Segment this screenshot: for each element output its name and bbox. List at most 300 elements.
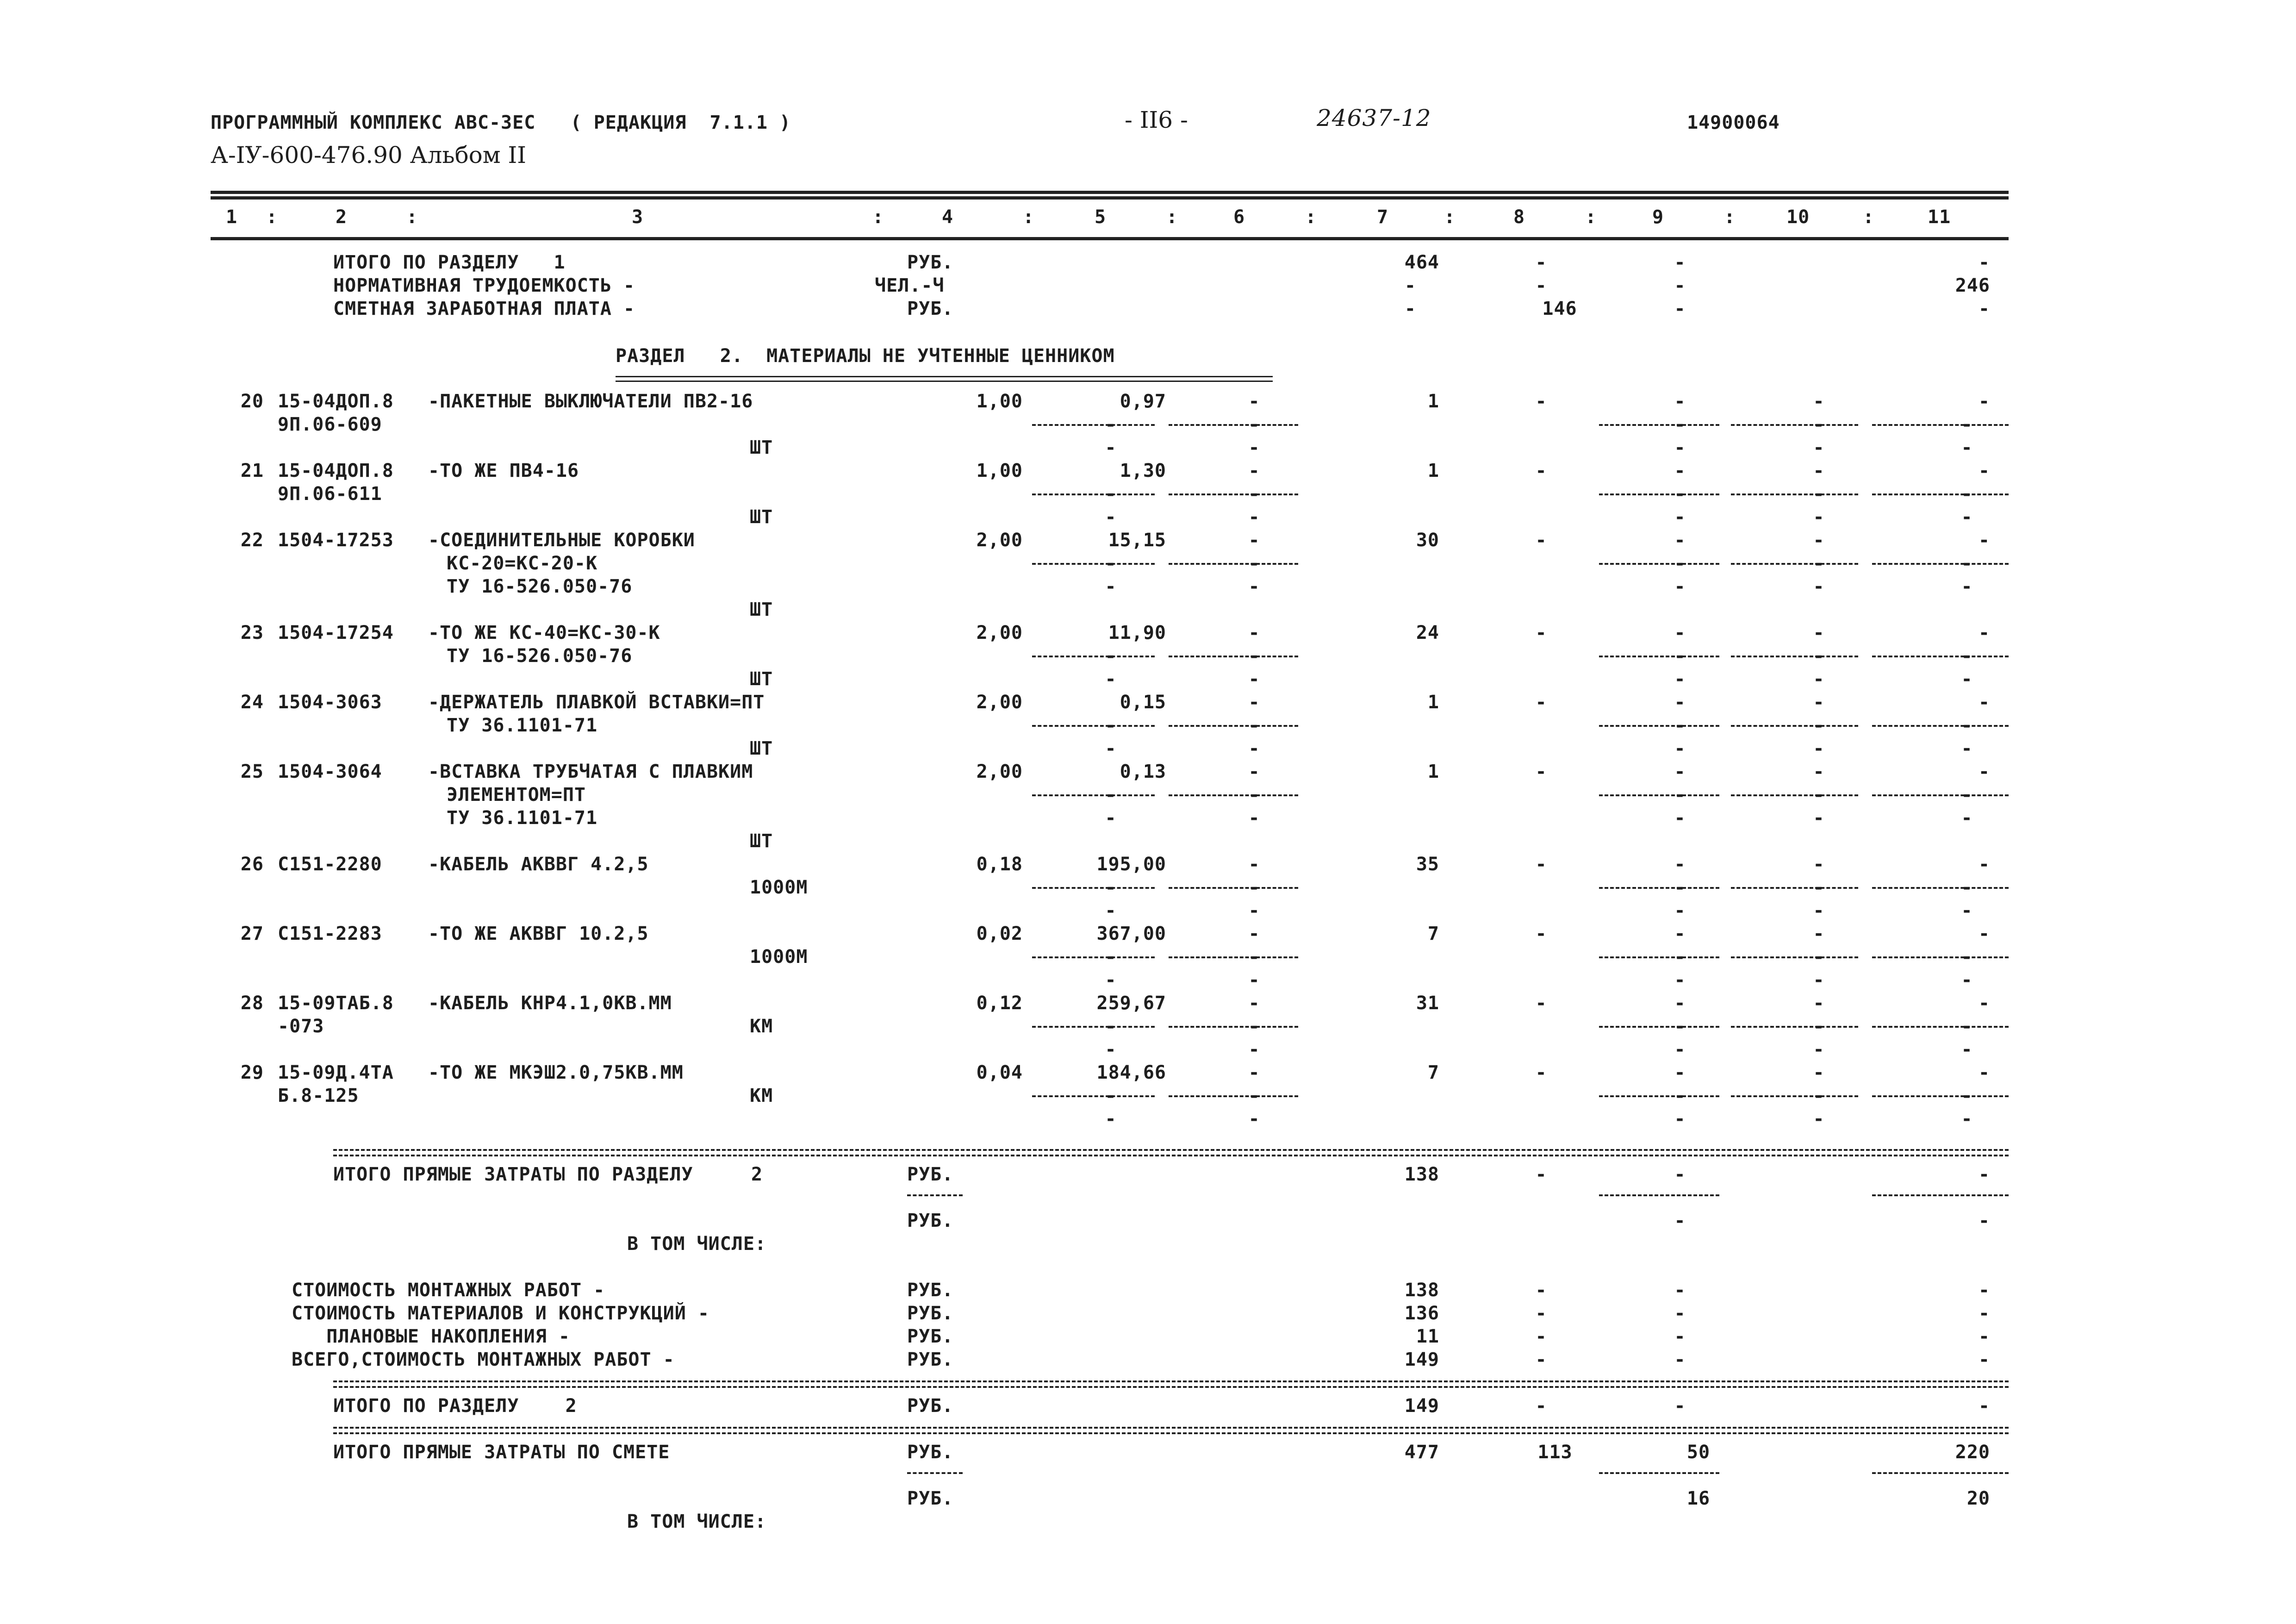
row-c6-dash: - — [1248, 946, 1260, 968]
divider — [907, 1194, 963, 1196]
row-c11-dash: - — [1961, 1108, 1973, 1130]
row-code-2: -073 — [278, 1016, 324, 1037]
row-name-3: ТУ 36.1101-71 — [447, 807, 598, 829]
row-c10-dash: - — [1813, 645, 1825, 667]
row-c8: - — [1535, 622, 1547, 643]
row-c8: - — [1535, 460, 1547, 481]
album-title: А-IУ-600-476.90 Альбом II — [211, 142, 527, 169]
row-c9-dash: - — [1674, 946, 1686, 968]
row-quantity: 1,00 — [976, 391, 1023, 412]
row-c6: - — [1248, 692, 1260, 713]
divider — [333, 1380, 2009, 1382]
row-name: -ДЕРЖАТЕЛЬ ПЛАВКОЙ ВСТАВКИ=ПТ — [428, 692, 765, 713]
row-unit: РУБ. — [907, 1210, 954, 1231]
row-c5-dash: - — [1105, 1039, 1117, 1060]
including-label: В ТОМ ЧИСЛЕ: — [627, 1511, 766, 1532]
divider — [1599, 1472, 1719, 1474]
row-quantity: 2,00 — [976, 692, 1023, 713]
row-quantity: 1,00 — [976, 460, 1023, 481]
row-label: СТОИМОСТЬ МОНТАЖНЫХ РАБОТ - — [292, 1280, 605, 1301]
row-c11: - — [1978, 622, 1990, 643]
row-c9: - — [1674, 391, 1686, 412]
row-label: СМЕТНАЯ ЗАРАБОТНАЯ ПЛАТА - — [333, 298, 635, 319]
row-c10: - — [1813, 1062, 1825, 1083]
row-name: -КАБЕЛЬ КНР4.1,0КВ.ММ — [428, 993, 672, 1014]
row-number: 29 — [240, 1062, 264, 1083]
row-c11: - — [1978, 460, 1990, 481]
row-c6: - — [1248, 530, 1260, 551]
row-name-2: ЭЛЕМЕНТОМ=ПТ — [447, 784, 586, 806]
row-c9: - — [1674, 854, 1686, 875]
row-c11: - — [1978, 993, 1990, 1014]
row-c10-dash: - — [1813, 437, 1825, 458]
row-c5-dash: - — [1105, 414, 1117, 435]
row-c5-dash: - — [1105, 437, 1117, 458]
row-unit: 1000М — [750, 877, 808, 898]
divider — [333, 1386, 2009, 1388]
row-unit: КМ — [750, 1016, 773, 1037]
row-unit: ШТ — [750, 437, 773, 458]
row-price: 0,13 — [1120, 761, 1166, 782]
row-c11: - — [1978, 391, 1990, 412]
row-unit: РУБ. — [907, 1164, 954, 1185]
row-c10-dash: - — [1813, 506, 1825, 528]
header-rule-top2 — [211, 196, 2009, 200]
row-c11-dash: - — [1961, 437, 1973, 458]
row-number: 20 — [240, 391, 264, 412]
row-c6-dash: - — [1248, 1108, 1260, 1130]
row-c7: 11 — [1416, 1326, 1439, 1347]
row-c8: - — [1535, 1349, 1547, 1370]
row-name: -КАБЕЛЬ АКВВГ 4.2,5 — [428, 854, 649, 875]
row-c9-dash: - — [1674, 414, 1686, 435]
row-c5-dash: - — [1105, 668, 1117, 690]
row-c6-dash: - — [1248, 483, 1260, 505]
col-sep: : — [1023, 206, 1035, 228]
row-c9-dash: - — [1674, 1016, 1686, 1037]
row-c6-dash: - — [1248, 784, 1260, 806]
row-c9-dash: - — [1674, 784, 1686, 806]
row-c11: - — [1978, 252, 1990, 273]
row-c10-dash: - — [1813, 1108, 1825, 1130]
row-name: -ТО ЖЕ МКЭШ2.0,75КВ.ММ — [428, 1062, 684, 1083]
row-c6-dash: - — [1248, 807, 1260, 829]
row-code-2: Б.8-125 — [278, 1085, 359, 1106]
row-c8: - — [1535, 1164, 1547, 1185]
row-c9-dash: - — [1674, 1039, 1686, 1060]
row-code: С151-2280 — [278, 854, 382, 875]
row-c7: 149 — [1404, 1395, 1439, 1417]
row-unit: ЧЕЛ.-Ч — [875, 275, 945, 296]
row-number: 25 — [240, 761, 264, 782]
row-c5-dash: - — [1105, 877, 1117, 898]
row-c5-dash: - — [1105, 483, 1117, 505]
row-c9: - — [1674, 622, 1686, 643]
row-name: -ВСТАВКА ТРУБЧАТАЯ С ПЛАВКИМ — [428, 761, 753, 782]
row-c9: - — [1674, 1062, 1686, 1083]
row-unit: РУБ. — [907, 1349, 954, 1370]
row-c7: - — [1404, 298, 1416, 319]
divider — [1599, 1194, 1719, 1196]
row-c8: - — [1535, 252, 1547, 273]
row-name-3: ТУ 16-526.050-76 — [447, 576, 633, 597]
row-c11: - — [1978, 1395, 1990, 1417]
col-6: 6 — [1233, 206, 1245, 228]
col-sep: : — [1724, 206, 1736, 228]
row-c11-dash: - — [1961, 946, 1973, 968]
row-number: 28 — [240, 993, 264, 1014]
row-c11-dash: - — [1961, 784, 1973, 806]
row-code: 15-04ДОП.8 — [278, 391, 394, 412]
row-c9-dash: - — [1674, 1108, 1686, 1130]
handwritten-number: 24637-12 — [1317, 105, 1431, 131]
row-c8: - — [1535, 923, 1547, 944]
divider — [333, 1155, 2009, 1156]
row-number: 22 — [240, 530, 264, 551]
row-c7: 138 — [1404, 1164, 1439, 1185]
row-c6: - — [1248, 1062, 1260, 1083]
row-c6-dash: - — [1248, 668, 1260, 690]
row-c10-dash: - — [1813, 483, 1825, 505]
row-c6-dash: - — [1248, 1016, 1260, 1037]
row-c9: - — [1674, 1395, 1686, 1417]
row-c11-dash: - — [1961, 483, 1973, 505]
row-unit: РУБ. — [907, 252, 954, 273]
col-9: 9 — [1652, 206, 1664, 228]
row-c11: - — [1978, 298, 1990, 319]
row-c11-dash: - — [1961, 576, 1973, 597]
row-c8: - — [1535, 854, 1547, 875]
row-c11: - — [1978, 1326, 1990, 1347]
row-c10: - — [1813, 460, 1825, 481]
row-c8: - — [1535, 530, 1547, 551]
row-c9: - — [1674, 460, 1686, 481]
row-c6: - — [1248, 761, 1260, 782]
row-c11: - — [1978, 1349, 1990, 1370]
row-number: 24 — [240, 692, 264, 713]
row-c9: - — [1674, 1210, 1686, 1231]
row-c5-dash: - — [1105, 553, 1117, 574]
row-unit: РУБ. — [907, 1280, 954, 1301]
col-4: 4 — [942, 206, 954, 228]
row-c9-dash: - — [1674, 506, 1686, 528]
row-c7: 477 — [1404, 1442, 1439, 1463]
row-c10-dash: - — [1813, 877, 1825, 898]
row-c11: - — [1978, 1280, 1990, 1301]
row-c9: - — [1674, 1349, 1686, 1370]
row-c7: 31 — [1416, 993, 1439, 1014]
row-label: ИТОГО ПО РАЗДЕЛУ 2 — [333, 1395, 577, 1417]
row-name: -ТО ЖЕ АКВВГ 10.2,5 — [428, 923, 649, 944]
row-c5-dash: - — [1105, 576, 1117, 597]
section2-title: РАЗДЕЛ 2. МАТЕРИАЛЫ НЕ УЧТЕННЫЕ ЦЕННИКОМ — [616, 345, 1115, 367]
row-unit: РУБ. — [907, 1488, 954, 1509]
row-c9-dash: - — [1674, 969, 1686, 991]
row-c11-dash: - — [1961, 1016, 1973, 1037]
divider — [333, 1149, 2009, 1151]
row-price: 259,67 — [1096, 993, 1166, 1014]
row-code: С151-2283 — [278, 923, 382, 944]
row-name: -ТО ЖЕ ПВ4-16 — [428, 460, 579, 481]
row-c7: 1 — [1427, 460, 1439, 481]
row-c9: - — [1674, 252, 1686, 273]
row-c8: - — [1535, 1326, 1547, 1347]
row-c6-dash: - — [1248, 553, 1260, 574]
program-title: ПРОГРАММНЫЙ КОМПЛЕКС АВС-3ЕС ( РЕДАКЦИЯ 7.1.1 ) — [211, 112, 791, 133]
row-c10-dash: - — [1813, 969, 1825, 991]
row-c11-dash: - — [1961, 738, 1973, 759]
row-quantity: 2,00 — [976, 761, 1023, 782]
row-c6-dash: - — [1248, 969, 1260, 991]
row-unit: 1000М — [750, 946, 808, 968]
row-unit: ШТ — [750, 831, 773, 852]
col-5: 5 — [1095, 206, 1107, 228]
row-unit: КМ — [750, 1085, 773, 1106]
row-quantity: 0,12 — [976, 993, 1023, 1014]
row-c9: - — [1674, 298, 1686, 319]
row-c7: 1 — [1427, 761, 1439, 782]
row-c6: - — [1248, 391, 1260, 412]
row-c11: 246 — [1955, 275, 1990, 296]
row-c11-dash: - — [1961, 668, 1973, 690]
row-c9: - — [1674, 761, 1686, 782]
row-unit: РУБ. — [907, 298, 954, 319]
row-c5-dash: - — [1105, 1085, 1117, 1106]
row-c5-dash: - — [1105, 969, 1117, 991]
row-price: 184,66 — [1096, 1062, 1166, 1083]
row-c10-dash: - — [1813, 553, 1825, 574]
row-c11: - — [1978, 530, 1990, 551]
row-c9: - — [1674, 530, 1686, 551]
row-c11-dash: - — [1961, 900, 1973, 921]
row-number: 27 — [240, 923, 264, 944]
row-c5-dash: - — [1105, 807, 1117, 829]
row-c9-dash: - — [1674, 877, 1686, 898]
row-c6: - — [1248, 460, 1260, 481]
row-c9-dash: - — [1674, 437, 1686, 458]
row-c5-dash: - — [1105, 946, 1117, 968]
row-code: 1504-17253 — [278, 530, 394, 551]
col-sep: : — [1305, 206, 1317, 228]
row-c9: 50 — [1686, 1442, 1711, 1463]
row-c9-dash: - — [1674, 668, 1686, 690]
col-sep: : — [266, 206, 278, 228]
row-c5-dash: - — [1105, 784, 1117, 806]
row-c6-dash: - — [1248, 715, 1260, 736]
row-c7: 149 — [1404, 1349, 1439, 1370]
row-c9: - — [1674, 1280, 1686, 1301]
row-c10-dash: - — [1813, 414, 1825, 435]
row-unit: ШТ — [750, 738, 773, 759]
row-c5-dash: - — [1105, 1108, 1117, 1130]
row-c5-dash: - — [1105, 645, 1117, 667]
row-label: НОРМАТИВНАЯ ТРУДОЕМКОСТЬ - — [333, 275, 635, 296]
row-c9: 16 — [1686, 1488, 1711, 1509]
row-c10: - — [1813, 530, 1825, 551]
row-c7: 136 — [1404, 1303, 1439, 1324]
row-code: 1504-17254 — [278, 622, 394, 643]
row-c7: 7 — [1427, 1062, 1439, 1083]
row-c6-dash: - — [1248, 877, 1260, 898]
row-c11: - — [1978, 1164, 1990, 1185]
col-sep: : — [1863, 206, 1875, 228]
row-quantity: 2,00 — [976, 530, 1023, 551]
row-unit: ШТ — [750, 668, 773, 690]
row-unit: РУБ. — [907, 1303, 954, 1324]
row-c7: 7 — [1427, 923, 1439, 944]
divider — [333, 1427, 2009, 1429]
row-c10: - — [1813, 923, 1825, 944]
row-c10-dash: - — [1813, 1085, 1825, 1106]
row-c9-dash: - — [1674, 645, 1686, 667]
row-price: 1,30 — [1120, 460, 1166, 481]
row-c11-dash: - — [1961, 715, 1973, 736]
col-11: 11 — [1928, 206, 1951, 228]
row-c5-dash: - — [1105, 506, 1117, 528]
row-c10-dash: - — [1813, 807, 1825, 829]
row-c9-dash: - — [1674, 738, 1686, 759]
row-c10-dash: - — [1813, 784, 1825, 806]
row-c10-dash: - — [1813, 738, 1825, 759]
row-c11-dash: - — [1961, 553, 1973, 574]
row-unit: ШТ — [750, 599, 773, 620]
row-price: 195,00 — [1096, 854, 1166, 875]
row-c7: 35 — [1416, 854, 1439, 875]
row-c6-dash: - — [1248, 900, 1260, 921]
header-rule-top — [211, 191, 2009, 194]
row-c6: - — [1248, 993, 1260, 1014]
row-price: 11,90 — [1108, 622, 1166, 643]
document-code: 14900064 — [1687, 112, 1780, 133]
row-c10-dash: - — [1813, 900, 1825, 921]
row-c9: - — [1674, 692, 1686, 713]
row-c9-dash: - — [1674, 715, 1686, 736]
row-c8: 146 — [1542, 298, 1577, 319]
row-label: СТОИМОСТЬ МАТЕРИАЛОВ И КОНСТРУКЦИЙ - — [292, 1303, 709, 1324]
row-quantity: 0,02 — [976, 923, 1023, 944]
col-sep: : — [1585, 206, 1597, 228]
row-c6-dash: - — [1248, 1039, 1260, 1060]
row-c6-dash: - — [1248, 1085, 1260, 1106]
row-name-2: ТУ 36.1101-71 — [447, 715, 598, 736]
row-c9-dash: - — [1674, 900, 1686, 921]
row-number: 23 — [240, 622, 264, 643]
row-code: 15-09ТАБ.8 — [278, 993, 394, 1014]
row-c7: 464 — [1404, 252, 1439, 273]
row-code: 15-09Д.4ТА — [278, 1062, 394, 1083]
row-price: 0,97 — [1120, 391, 1166, 412]
row-c6: - — [1248, 923, 1260, 944]
row-c11: - — [1978, 1210, 1990, 1231]
row-c10-dash: - — [1813, 715, 1825, 736]
row-label: ИТОГО ПО РАЗДЕЛУ 1 — [333, 252, 566, 273]
row-c6-dash: - — [1248, 738, 1260, 759]
row-c9-dash: - — [1674, 1085, 1686, 1106]
row-c11: - — [1978, 1303, 1990, 1324]
row-c8: - — [1535, 1303, 1547, 1324]
section2-underline — [616, 381, 1273, 382]
row-c11-dash: - — [1961, 645, 1973, 667]
row-c8: - — [1535, 692, 1547, 713]
row-unit: РУБ. — [907, 1442, 954, 1463]
including-label: В ТОМ ЧИСЛЕ: — [627, 1233, 766, 1255]
row-c7: 1 — [1427, 692, 1439, 713]
row-c10-dash: - — [1813, 946, 1825, 968]
row-c11: - — [1978, 761, 1990, 782]
row-c11: - — [1978, 854, 1990, 875]
col-sep: : — [1166, 206, 1178, 228]
row-c11-dash: - — [1961, 807, 1973, 829]
row-c6-dash: - — [1248, 645, 1260, 667]
col-7: 7 — [1377, 206, 1389, 228]
row-c11: - — [1978, 692, 1990, 713]
row-c6-dash: - — [1248, 414, 1260, 435]
row-c5-dash: - — [1105, 1016, 1117, 1037]
row-c11: - — [1978, 1062, 1990, 1083]
row-unit: РУБ. — [907, 1395, 954, 1417]
divider — [333, 1432, 2009, 1434]
row-quantity: 0,18 — [976, 854, 1023, 875]
row-name-2: КС-20=КС-20-К — [447, 553, 598, 574]
row-c11-dash: - — [1961, 1039, 1973, 1060]
row-c11-dash: - — [1961, 506, 1973, 528]
row-c8: - — [1535, 1062, 1547, 1083]
col-3: 3 — [632, 206, 644, 228]
row-c11: 220 — [1955, 1442, 1990, 1463]
row-c10-dash: - — [1813, 1016, 1825, 1037]
col-2: 2 — [336, 206, 348, 228]
row-label: ИТОГО ПРЯМЫЕ ЗАТРАТЫ ПО РАЗДЕЛУ 2 — [333, 1164, 763, 1185]
row-c9-dash: - — [1674, 483, 1686, 505]
row-c10-dash: - — [1813, 668, 1825, 690]
row-c11-dash: - — [1961, 969, 1973, 991]
row-c8: - — [1535, 275, 1547, 296]
row-c8: - — [1535, 1395, 1547, 1417]
row-code: 15-04ДОП.8 — [278, 460, 394, 481]
row-c10: - — [1813, 854, 1825, 875]
row-c8: - — [1535, 1280, 1547, 1301]
row-c11-dash: - — [1961, 877, 1973, 898]
row-c5-dash: - — [1105, 715, 1117, 736]
row-name: -ТО ЖЕ КС-40=КС-30-К — [428, 622, 660, 643]
row-c6: - — [1248, 854, 1260, 875]
row-c8: - — [1535, 391, 1547, 412]
row-c9: - — [1674, 1303, 1686, 1324]
row-c10: - — [1813, 993, 1825, 1014]
row-c9: - — [1674, 1326, 1686, 1347]
row-c5-dash: - — [1105, 738, 1117, 759]
row-c7: 24 — [1416, 622, 1439, 643]
row-quantity: 2,00 — [976, 622, 1023, 643]
row-quantity: 0,04 — [976, 1062, 1023, 1083]
row-c8: - — [1535, 993, 1547, 1014]
row-c7: 138 — [1404, 1280, 1439, 1301]
row-name-2: ТУ 16-526.050-76 — [447, 645, 633, 667]
row-price: 0,15 — [1120, 692, 1166, 713]
row-c10-dash: - — [1813, 576, 1825, 597]
row-c10: - — [1813, 391, 1825, 412]
row-c6-dash: - — [1248, 437, 1260, 458]
row-c11: - — [1978, 923, 1990, 944]
row-c5-dash: - — [1105, 900, 1117, 921]
row-name: -ПАКЕТНЫЕ ВЫКЛЮЧАТЕЛИ ПВ2-16 — [428, 391, 753, 412]
row-code: 1504-3063 — [278, 692, 382, 713]
row-number: 21 — [240, 460, 264, 481]
row-c6-dash: - — [1248, 576, 1260, 597]
row-c9-dash: - — [1674, 553, 1686, 574]
row-c10: - — [1813, 692, 1825, 713]
row-c11-dash: - — [1961, 1085, 1973, 1106]
